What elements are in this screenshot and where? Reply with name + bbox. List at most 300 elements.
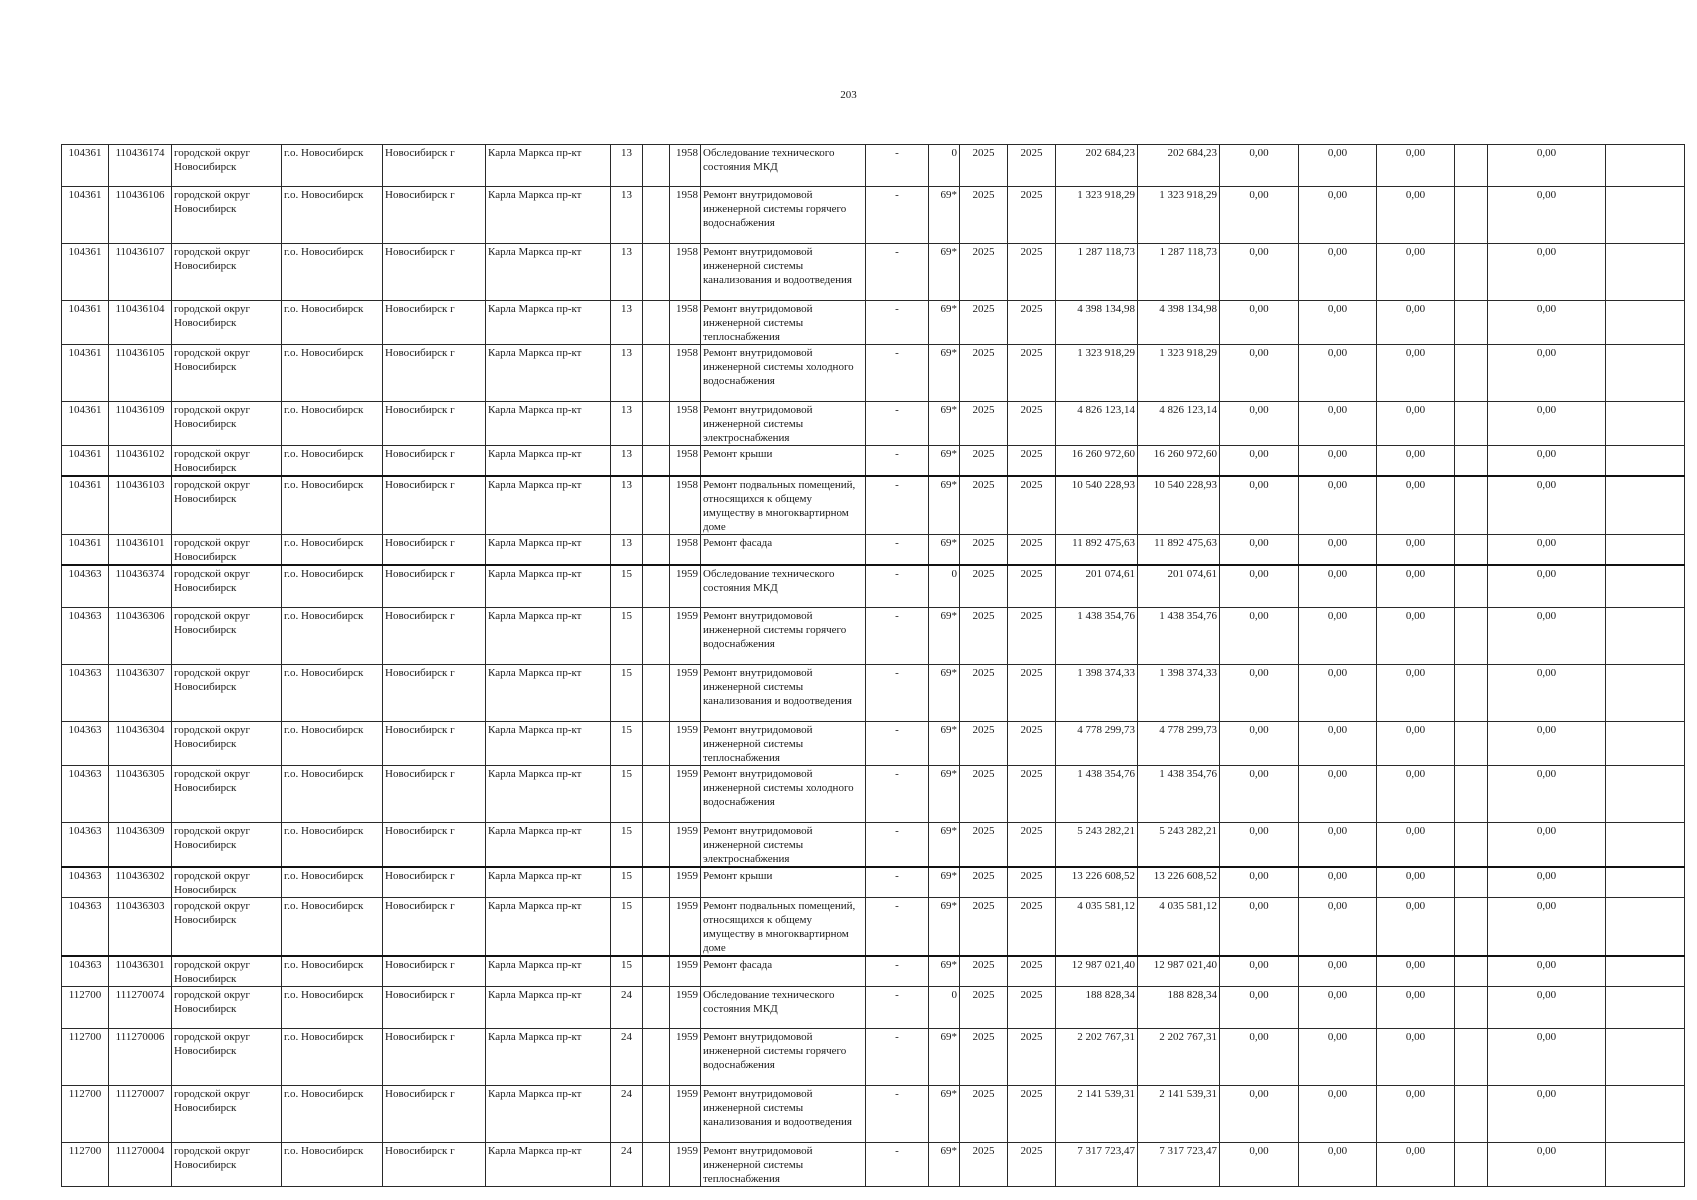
cell-locality: Новосибирск г [383,722,486,766]
cell-street: Карла Маркса пр-кт [486,301,611,345]
cell-municipality: городской округ Новосибирск [172,665,282,722]
cell-cost-fund: 4 778 299,73 [1138,722,1220,766]
cell-year-end: 2025 [1008,665,1056,722]
cell-cost-local: 0,00 [1377,1143,1455,1187]
cell-district: г.о. Новосибирск [282,867,383,898]
cell-cost-regional: 0,00 [1299,665,1377,722]
cell-district: г.о. Новосибирск [282,987,383,1029]
cell-work-type: Ремонт внутридомовой инженерной системы электроснабжения [701,402,866,446]
table-row [62,1029,1685,1086]
cell-cost-local: 0,00 [1377,823,1455,868]
cell-note [1606,402,1685,446]
cell-work-id: 110436301 [109,956,172,987]
cell-cost-owners: 0,00 [1488,1086,1606,1143]
cell-year-built: 1959 [670,823,701,868]
cell-locality: Новосибирск г [383,301,486,345]
cell-district: г.о. Новосибирск [282,1029,383,1086]
cell-work-id: 111270074 [109,987,172,1029]
cell-cost-total: 12 987 021,40 [1056,956,1138,987]
cell-house-number: 15 [611,722,643,766]
cell-work-type: Ремонт подвальных помещений, относящихся к общему имуществу в многоквартирном доме [701,476,866,535]
cell-wear: 69* [929,608,960,665]
cell-district: г.о. Новосибирск [282,956,383,987]
cell-district: г.о. Новосибирск [282,608,383,665]
cell-cost-total: 188 828,34 [1056,987,1138,1029]
cell-house-number: 24 [611,1086,643,1143]
cell-extra [1455,766,1488,823]
cell-cost-local: 0,00 [1377,898,1455,957]
cell-cost-total: 4 035 581,12 [1056,898,1138,957]
cell-cost-owners: 0,00 [1488,476,1606,535]
cell-year-end: 2025 [1008,244,1056,301]
cell-street: Карла Маркса пр-кт [486,244,611,301]
cell-house-id: 104361 [62,402,109,446]
cell-house-id: 104361 [62,345,109,402]
cell-cadastral: - [866,301,929,345]
cell-note [1606,665,1685,722]
cell-street: Карла Маркса пр-кт [486,823,611,868]
cell-house-id: 104361 [62,244,109,301]
cell-cost-owners: 0,00 [1488,187,1606,244]
cell-cadastral: - [866,608,929,665]
cell-cost-total: 5 243 282,21 [1056,823,1138,868]
cell-work-id: 110436105 [109,345,172,402]
cell-house-number: 15 [611,823,643,868]
cell-locality: Новосибирск г [383,535,486,566]
cell-street: Карла Маркса пр-кт [486,345,611,402]
cell-cadastral: - [866,766,929,823]
cell-house-id: 112700 [62,1029,109,1086]
cell-building [643,187,670,244]
cell-house-id: 104363 [62,867,109,898]
cell-cost-federal: 0,00 [1220,665,1299,722]
cell-work-id: 110436304 [109,722,172,766]
cell-building [643,1086,670,1143]
cell-cost-owners: 0,00 [1488,823,1606,868]
cell-municipality: городской округ Новосибирск [172,345,282,402]
cell-work-type: Ремонт внутридомовой инженерной системы горячего водоснабжения [701,1029,866,1086]
cell-house-number: 15 [611,608,643,665]
cell-cost-federal: 0,00 [1220,476,1299,535]
cell-district: г.о. Новосибирск [282,187,383,244]
cell-work-id: 111270007 [109,1086,172,1143]
cell-year-start: 2025 [960,987,1008,1029]
cell-cost-owners: 0,00 [1488,244,1606,301]
cell-cost-local: 0,00 [1377,145,1455,187]
cell-cost-regional: 0,00 [1299,898,1377,957]
cell-cost-total: 1 438 354,76 [1056,766,1138,823]
cell-cost-local: 0,00 [1377,345,1455,402]
cell-municipality: городской округ Новосибирск [172,244,282,301]
cell-municipality: городской округ Новосибирск [172,476,282,535]
cell-year-end: 2025 [1008,987,1056,1029]
cell-house-number: 15 [611,565,643,608]
table-row [62,476,1685,535]
cell-house-number: 15 [611,956,643,987]
cell-year-start: 2025 [960,535,1008,566]
cell-building [643,867,670,898]
cell-cost-total: 11 892 475,63 [1056,535,1138,566]
cell-year-start: 2025 [960,766,1008,823]
cell-street: Карла Маркса пр-кт [486,565,611,608]
cell-wear: 69* [929,244,960,301]
cell-year-end: 2025 [1008,145,1056,187]
cell-street: Карла Маркса пр-кт [486,867,611,898]
cell-cost-federal: 0,00 [1220,446,1299,477]
cell-municipality: городской округ Новосибирск [172,766,282,823]
cell-cost-owners: 0,00 [1488,665,1606,722]
cell-district: г.о. Новосибирск [282,722,383,766]
cell-municipality: городской округ Новосибирск [172,608,282,665]
cell-work-type: Обследование технического состояния МКД [701,145,866,187]
cell-street: Карла Маркса пр-кт [486,766,611,823]
table-row [62,987,1685,1029]
cell-year-built: 1958 [670,476,701,535]
cell-cadastral: - [866,244,929,301]
cell-street: Карла Маркса пр-кт [486,722,611,766]
cell-street: Карла Маркса пр-кт [486,187,611,244]
cell-extra [1455,956,1488,987]
cell-work-type: Ремонт внутридомовой инженерной системы теплоснабжения [701,301,866,345]
cell-extra [1455,722,1488,766]
cell-year-built: 1958 [670,187,701,244]
cell-cost-regional: 0,00 [1299,244,1377,301]
cell-wear: 69* [929,1143,960,1187]
cell-cost-federal: 0,00 [1220,402,1299,446]
cell-year-end: 2025 [1008,187,1056,244]
cell-year-built: 1959 [670,665,701,722]
cell-cost-total: 16 260 972,60 [1056,446,1138,477]
cell-house-id: 104363 [62,956,109,987]
cell-building [643,446,670,477]
cell-street: Карла Маркса пр-кт [486,402,611,446]
cell-district: г.о. Новосибирск [282,565,383,608]
cell-work-type: Ремонт крыши [701,446,866,477]
cell-cadastral: - [866,987,929,1029]
cell-cost-owners: 0,00 [1488,145,1606,187]
cell-house-number: 15 [611,898,643,957]
cell-building [643,535,670,566]
cell-building [643,722,670,766]
cell-street: Карла Маркса пр-кт [486,1143,611,1187]
cell-extra [1455,446,1488,477]
cell-note [1606,145,1685,187]
cell-locality: Новосибирск г [383,565,486,608]
cell-street: Карла Маркса пр-кт [486,956,611,987]
cell-work-type: Ремонт внутридомовой инженерной системы канализования и водоотведения [701,1086,866,1143]
cell-cost-federal: 0,00 [1220,987,1299,1029]
cell-cadastral: - [866,1029,929,1086]
cell-note [1606,1029,1685,1086]
cell-cadastral: - [866,722,929,766]
cell-building [643,565,670,608]
cell-cost-local: 0,00 [1377,244,1455,301]
cell-year-start: 2025 [960,1143,1008,1187]
cell-wear: 0 [929,987,960,1029]
cell-cost-regional: 0,00 [1299,956,1377,987]
cell-work-type: Обследование технического состояния МКД [701,565,866,608]
cell-extra [1455,867,1488,898]
cell-municipality: городской округ Новосибирск [172,823,282,868]
table-row [62,301,1685,345]
cell-building [643,956,670,987]
cell-year-end: 2025 [1008,898,1056,957]
cell-cadastral: - [866,446,929,477]
cell-year-end: 2025 [1008,1029,1056,1086]
cell-cost-fund: 11 892 475,63 [1138,535,1220,566]
cell-note [1606,187,1685,244]
cell-cost-fund: 1 287 118,73 [1138,244,1220,301]
cell-cost-regional: 0,00 [1299,608,1377,665]
cell-municipality: городской округ Новосибирск [172,987,282,1029]
cell-cost-local: 0,00 [1377,987,1455,1029]
cell-house-id: 104363 [62,565,109,608]
cell-cost-local: 0,00 [1377,665,1455,722]
cell-year-built: 1958 [670,446,701,477]
cell-locality: Новосибирск г [383,956,486,987]
cell-district: г.о. Новосибирск [282,476,383,535]
cell-cost-regional: 0,00 [1299,1086,1377,1143]
cell-building [643,608,670,665]
cell-cost-owners: 0,00 [1488,898,1606,957]
cell-wear: 0 [929,565,960,608]
cell-work-id: 110436306 [109,608,172,665]
cell-cadastral: - [866,1086,929,1143]
cell-note [1606,867,1685,898]
cell-municipality: городской округ Новосибирск [172,402,282,446]
cell-house-number: 13 [611,535,643,566]
cell-wear: 69* [929,1029,960,1086]
cell-municipality: городской округ Новосибирск [172,187,282,244]
cell-note [1606,608,1685,665]
cell-year-start: 2025 [960,446,1008,477]
cell-cost-regional: 0,00 [1299,301,1377,345]
cell-house-id: 104361 [62,476,109,535]
cell-work-id: 111270006 [109,1029,172,1086]
cell-cost-owners: 0,00 [1488,608,1606,665]
cell-street: Карла Маркса пр-кт [486,535,611,566]
cell-year-end: 2025 [1008,345,1056,402]
cell-cost-federal: 0,00 [1220,766,1299,823]
cell-street: Карла Маркса пр-кт [486,1086,611,1143]
cell-cost-fund: 7 317 723,47 [1138,1143,1220,1187]
cell-cost-federal: 0,00 [1220,1029,1299,1086]
cell-house-id: 104361 [62,145,109,187]
cell-cost-regional: 0,00 [1299,987,1377,1029]
cell-cost-regional: 0,00 [1299,402,1377,446]
cell-building [643,1143,670,1187]
cell-work-type: Ремонт внутридомовой инженерной системы теплоснабжения [701,722,866,766]
cell-work-id: 110436374 [109,565,172,608]
cell-cost-fund: 1 323 918,29 [1138,345,1220,402]
cell-extra [1455,987,1488,1029]
cell-cost-local: 0,00 [1377,1029,1455,1086]
cell-cost-federal: 0,00 [1220,867,1299,898]
cell-work-id: 111270004 [109,1143,172,1187]
cell-extra [1455,345,1488,402]
cell-year-start: 2025 [960,402,1008,446]
cell-house-id: 104361 [62,301,109,345]
cell-district: г.о. Новосибирск [282,665,383,722]
cell-year-built: 1958 [670,145,701,187]
cell-cadastral: - [866,565,929,608]
table-row [62,187,1685,244]
cell-extra [1455,301,1488,345]
cell-cost-federal: 0,00 [1220,301,1299,345]
cell-wear: 69* [929,823,960,868]
cell-cost-federal: 0,00 [1220,956,1299,987]
cell-year-start: 2025 [960,244,1008,301]
cell-district: г.о. Новосибирск [282,446,383,477]
cell-municipality: городской округ Новосибирск [172,565,282,608]
cell-house-number: 13 [611,402,643,446]
cell-locality: Новосибирск г [383,867,486,898]
cell-cost-owners: 0,00 [1488,446,1606,477]
cell-work-id: 110436305 [109,766,172,823]
cell-work-type: Ремонт внутридомовой инженерной системы горячего водоснабжения [701,187,866,244]
cell-year-end: 2025 [1008,608,1056,665]
cell-extra [1455,665,1488,722]
table-row [62,565,1685,608]
cell-municipality: городской округ Новосибирск [172,867,282,898]
cell-cost-fund: 2 202 767,31 [1138,1029,1220,1086]
cell-cost-regional: 0,00 [1299,1029,1377,1086]
cell-cost-total: 2 141 539,31 [1056,1086,1138,1143]
cell-extra [1455,823,1488,868]
cell-work-id: 110436104 [109,301,172,345]
cell-cost-owners: 0,00 [1488,301,1606,345]
cell-house-number: 13 [611,244,643,301]
cell-year-built: 1959 [670,1029,701,1086]
cell-district: г.о. Новосибирск [282,898,383,957]
cell-year-built: 1958 [670,345,701,402]
cell-cost-fund: 201 074,61 [1138,565,1220,608]
table-row [62,665,1685,722]
cell-note [1606,446,1685,477]
cell-cost-federal: 0,00 [1220,345,1299,402]
cell-district: г.о. Новосибирск [282,1086,383,1143]
cell-work-type: Ремонт внутридомовой инженерной системы электроснабжения [701,823,866,868]
cell-wear: 69* [929,722,960,766]
cell-cost-total: 202 684,23 [1056,145,1138,187]
cell-wear: 69* [929,535,960,566]
cell-cost-local: 0,00 [1377,867,1455,898]
cell-note [1606,956,1685,987]
cell-year-end: 2025 [1008,823,1056,868]
table-row [62,823,1685,868]
cell-street: Карла Маркса пр-кт [486,476,611,535]
table-row [62,956,1685,987]
cell-cost-local: 0,00 [1377,187,1455,244]
cell-note [1606,987,1685,1029]
cell-cost-local: 0,00 [1377,766,1455,823]
cell-house-id: 112700 [62,1086,109,1143]
cell-cost-total: 201 074,61 [1056,565,1138,608]
cell-work-type: Ремонт внутридомовой инженерной системы холодного водоснабжения [701,766,866,823]
cell-cost-fund: 4 826 123,14 [1138,402,1220,446]
cell-year-start: 2025 [960,345,1008,402]
cell-cost-federal: 0,00 [1220,187,1299,244]
cell-cost-federal: 0,00 [1220,145,1299,187]
cell-cost-fund: 12 987 021,40 [1138,956,1220,987]
cell-year-start: 2025 [960,608,1008,665]
cell-cost-local: 0,00 [1377,722,1455,766]
cell-cost-regional: 0,00 [1299,823,1377,868]
cell-cost-regional: 0,00 [1299,345,1377,402]
cell-cost-regional: 0,00 [1299,722,1377,766]
cell-cost-local: 0,00 [1377,476,1455,535]
cell-year-built: 1959 [670,867,701,898]
cell-street: Карла Маркса пр-кт [486,446,611,477]
cell-municipality: городской округ Новосибирск [172,446,282,477]
cell-work-id: 110436103 [109,476,172,535]
cell-extra [1455,402,1488,446]
cell-house-id: 104363 [62,608,109,665]
cell-year-start: 2025 [960,1029,1008,1086]
cell-municipality: городской округ Новосибирск [172,956,282,987]
cell-municipality: городской округ Новосибирск [172,301,282,345]
cell-district: г.о. Новосибирск [282,145,383,187]
cell-cost-total: 1 438 354,76 [1056,608,1138,665]
table-row [62,766,1685,823]
cell-cost-local: 0,00 [1377,402,1455,446]
cell-work-id: 110436107 [109,244,172,301]
cell-cost-total: 7 317 723,47 [1056,1143,1138,1187]
cell-cost-owners: 0,00 [1488,867,1606,898]
cell-cadastral: - [866,402,929,446]
table-row [62,867,1685,898]
cell-house-id: 104361 [62,187,109,244]
cell-cadastral: - [866,956,929,987]
cell-street: Карла Маркса пр-кт [486,1029,611,1086]
cell-street: Карла Маркса пр-кт [486,145,611,187]
cell-cost-fund: 5 243 282,21 [1138,823,1220,868]
cell-note [1606,565,1685,608]
cell-house-number: 13 [611,476,643,535]
cell-cost-federal: 0,00 [1220,1086,1299,1143]
cell-work-id: 110436307 [109,665,172,722]
cell-cost-federal: 0,00 [1220,244,1299,301]
cell-cost-fund: 2 141 539,31 [1138,1086,1220,1143]
cell-wear: 69* [929,956,960,987]
cell-street: Карла Маркса пр-кт [486,608,611,665]
cell-cost-regional: 0,00 [1299,1143,1377,1187]
cell-wear: 69* [929,345,960,402]
cell-year-built: 1959 [670,956,701,987]
cell-street: Карла Маркса пр-кт [486,987,611,1029]
cell-year-built: 1959 [670,565,701,608]
cell-municipality: городской округ Новосибирск [172,145,282,187]
table-row [62,608,1685,665]
cell-year-start: 2025 [960,722,1008,766]
page-number: 203 [840,89,857,101]
cell-municipality: городской округ Новосибирск [172,722,282,766]
table-row [62,145,1685,187]
cell-cost-federal: 0,00 [1220,898,1299,957]
cell-district: г.о. Новосибирск [282,535,383,566]
cell-note [1606,722,1685,766]
cell-cost-regional: 0,00 [1299,766,1377,823]
cell-house-number: 13 [611,446,643,477]
cell-cadastral: - [866,535,929,566]
cell-year-start: 2025 [960,565,1008,608]
cell-locality: Новосибирск г [383,476,486,535]
cell-cost-owners: 0,00 [1488,956,1606,987]
cell-year-start: 2025 [960,823,1008,868]
cell-cost-federal: 0,00 [1220,722,1299,766]
cell-cost-federal: 0,00 [1220,565,1299,608]
cell-cost-owners: 0,00 [1488,402,1606,446]
